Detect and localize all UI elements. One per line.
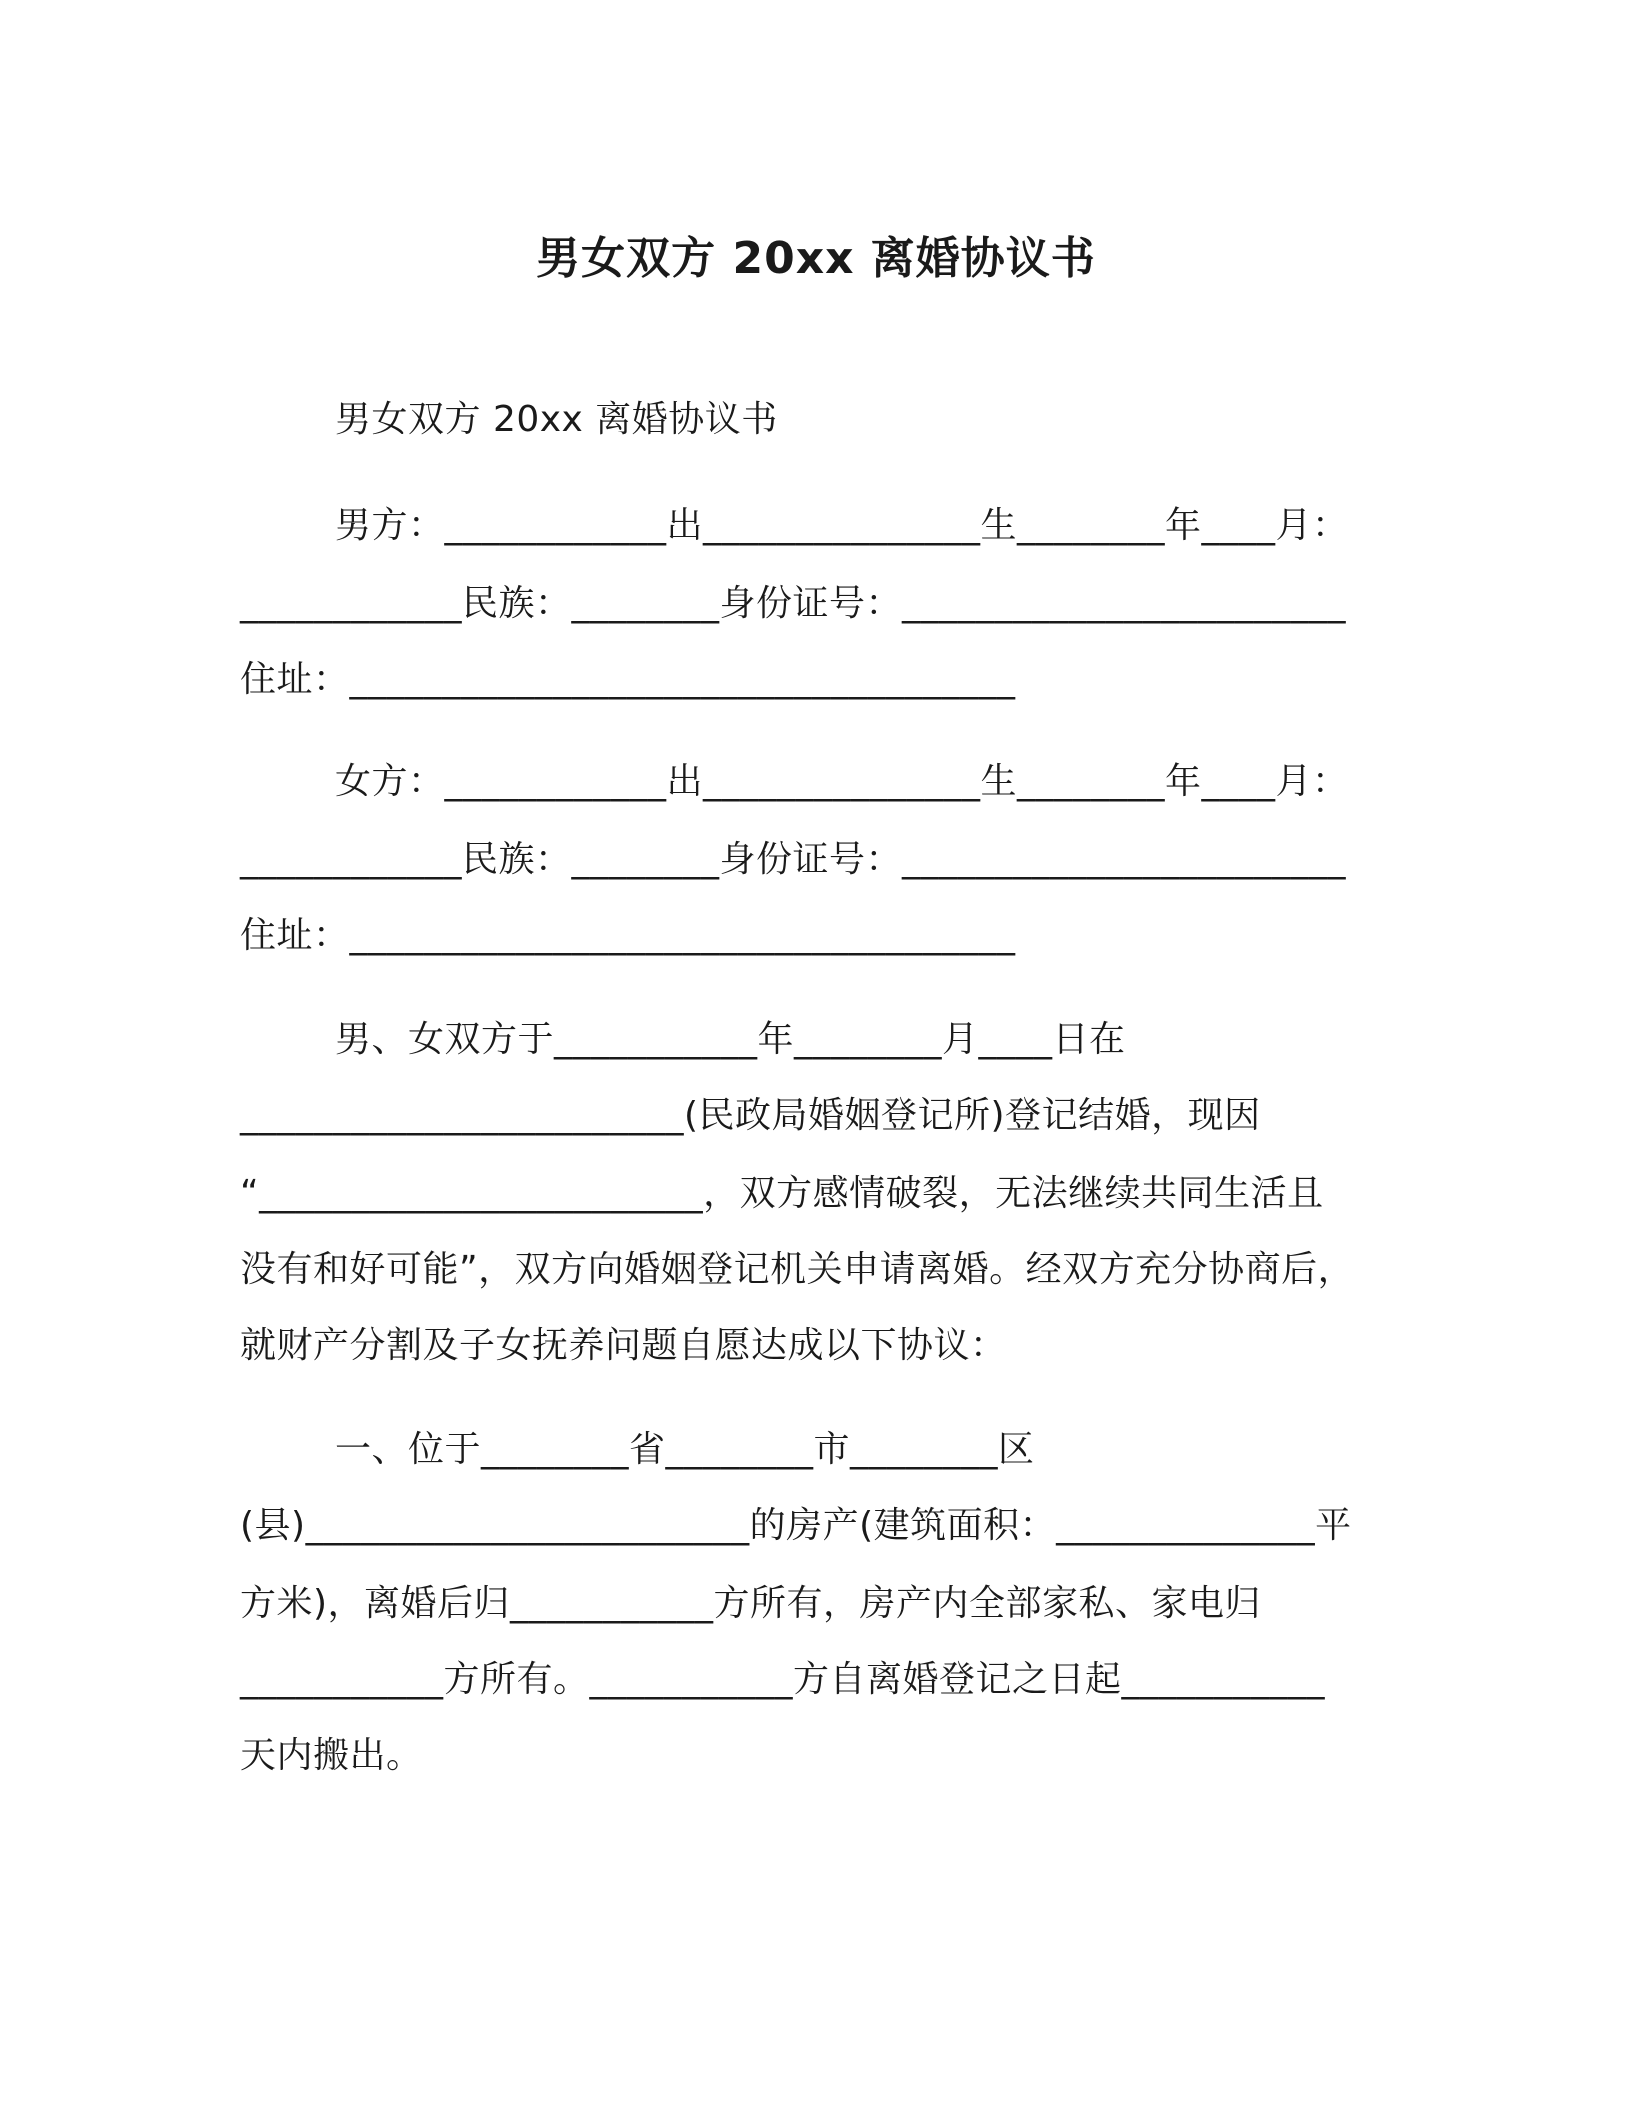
male-birth-line: 男方：____________出_______________生________年____月： (335, 505, 1349, 546)
agreement-intro-line: 就财产分割及子女抚养问题自愿达成以下协议： (240, 1325, 1007, 1366)
document-title: 男女双方 20xx 离婚协议书 (536, 233, 1096, 284)
subtitle-line: 男女双方 20xx 离婚协议书 (335, 399, 778, 440)
divorce-application-line: 没有和好可能”，双方向婚姻登记机关申请离婚。经双方充分协商后， (240, 1249, 1355, 1290)
male-id-line: ____________民族：________身份证号：________________________ (240, 583, 1347, 624)
marriage-reason-line: “________________________，双方感情破裂，无法继续共同生活且 (240, 1173, 1324, 1214)
female-birth-line: 女方：____________出_______________生________年____月： (335, 761, 1349, 802)
female-address-line: 住址：____________________________________ (240, 915, 1016, 956)
male-address-line: 住址：____________________________________ (240, 659, 1016, 700)
marriage-registry-line: ________________________(民政局婚姻登记所)登记结婚，现因 (240, 1095, 1261, 1136)
clause-1-moveout-line: ___________方所有。___________方自离婚登记之日起___________ (240, 1659, 1326, 1700)
female-id-line: ____________民族：________身份证号：________________________ (240, 839, 1347, 880)
clause-1-location-line: 一、位于________省________市________区 (335, 1429, 1035, 1470)
clause-1-property-line: (县)________________________的房产(建筑面积：______________平 (240, 1505, 1352, 1546)
clause-1-end-line: 天内搬出。 (240, 1735, 423, 1776)
clause-1-ownership-line: 方米)，离婚后归___________方所有，房产内全部家私、家电归 (240, 1583, 1262, 1624)
marriage-date-line: 男、女双方于___________年________月____日在 (335, 1019, 1126, 1060)
